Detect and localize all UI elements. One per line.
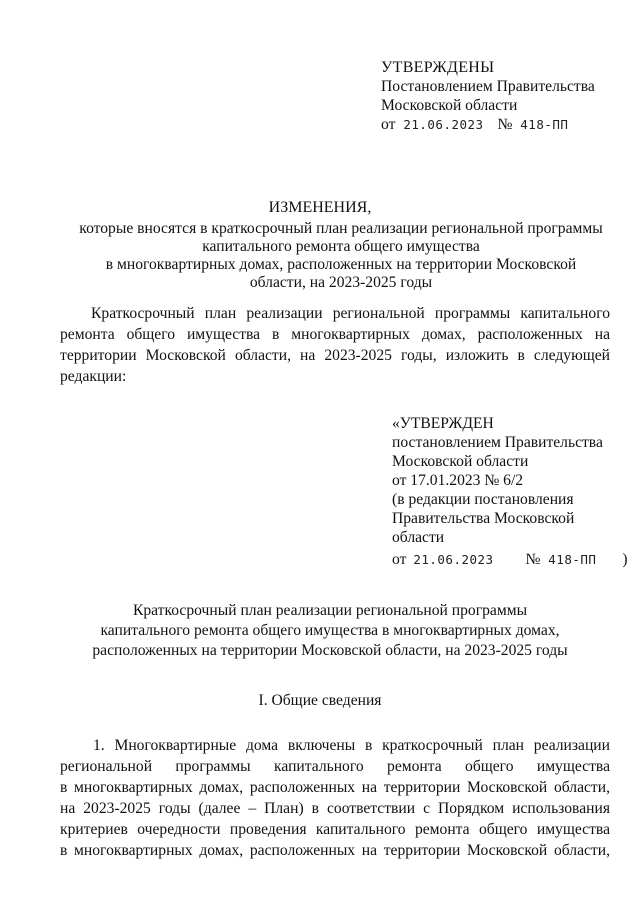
intro-line-1: Краткосрочный план реализации региональной программы капитального <box>91 305 610 322</box>
paragraph-1-line-2: региональной программы капитального ремонта общего имущества <box>60 758 610 775</box>
approval-block <box>392 414 628 569</box>
plan-title-line-2: капитального ремонта общего имущества в многоквартирных домах, <box>100 622 560 639</box>
changes-subtitle-2: капитального ремонта общего имущества <box>202 238 480 255</box>
approval-block-line-2: постановлением Правительства <box>392 434 603 451</box>
approval-block-number-sign: № <box>525 551 541 568</box>
approval-block-line-7: области <box>392 529 445 546</box>
approval-block-date: 21.06.2023 <box>413 552 494 567</box>
paragraph-1-line-4: на 2023-2025 годы (далее – План) в соответствии с Порядком использования <box>60 800 610 817</box>
approval-header-number-sign: № <box>497 116 513 133</box>
changes-subtitle-4: области, на 2023-2025 годы <box>249 274 433 291</box>
approval-block-line-1: «УТВЕРЖДЕН <box>392 415 494 432</box>
approval-block-line-6: Правительства Московской <box>392 510 575 527</box>
plan-title-line-3: расположенных на территории Московской области, на 2023-2025 годы <box>92 642 568 659</box>
approval-block-line-4: от 17.01.2023 № 6/2 <box>392 472 524 489</box>
approval-header-date: 21.06.2023 <box>403 117 484 132</box>
plan-title-line-1: Краткосрочный план реализации региональной программы <box>132 602 528 619</box>
paragraph-1-line-5: критериев очередности проведения капитального ремонта общего имущества <box>60 821 610 838</box>
approval-block-date-prefix: от <box>392 551 407 568</box>
paragraph-1-line-1: 1. Многоквартирные дома включены в краткосрочный план реализации <box>93 737 610 754</box>
approval-header-date-line <box>381 115 568 135</box>
paragraph-1-line-3: в многоквартирных домах, расположенных на территории Московской области, <box>60 779 610 796</box>
approval-block-closing: ) <box>622 551 628 568</box>
approval-header-line3: Московской области <box>381 97 518 114</box>
intro-line-2: ремонта общего имущества в многоквартирных домах, расположенных на <box>60 326 610 343</box>
paragraph-1-line-6: в многоквартирных домах, расположенных на территории Московской области, <box>60 842 610 859</box>
section-title: I. Общие сведения <box>258 692 382 709</box>
approval-block-number: 418-ПП <box>548 552 597 567</box>
approval-header-number: 418-ПП <box>520 117 569 132</box>
approval-header-title: УТВЕРЖДЕНЫ <box>381 59 495 76</box>
changes-subtitle-3: в многоквартирных домах, расположенных на территории Московской <box>105 256 577 273</box>
changes-title: ИЗМЕНЕНИЯ, <box>268 199 372 216</box>
approval-header-line2: Постановлением Правительства <box>381 78 595 95</box>
approval-block-line-3: Московской области <box>392 453 529 470</box>
approval-header <box>381 58 494 78</box>
approval-block-date-line <box>392 550 628 569</box>
intro-line-4: редакции: <box>60 368 127 385</box>
intro-line-3: территории Московской области, на 2023-2025 годы, изложить в следующей <box>60 347 610 364</box>
approval-header-date-prefix: от <box>381 116 396 133</box>
approval-block-line-5: (в редакции постановления <box>392 491 574 508</box>
changes-subtitle-1: которые вносятся в краткосрочный план реализации региональной программы <box>79 220 603 237</box>
